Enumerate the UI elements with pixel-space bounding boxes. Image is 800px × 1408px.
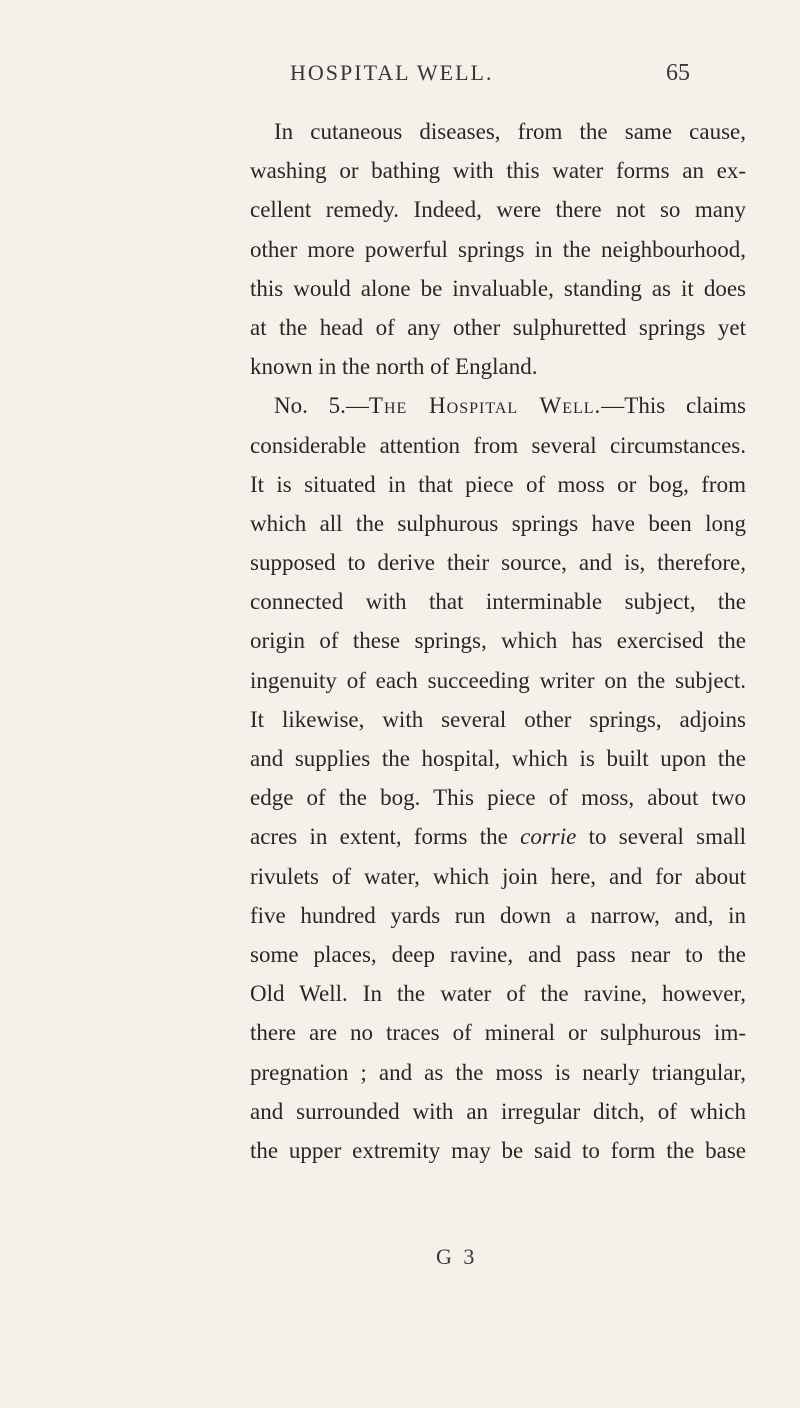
body-text	[250, 112, 746, 1170]
corrie-line	[250, 817, 746, 856]
text-line: washing or bathing with this water forms an ex-	[250, 158, 746, 184]
text-line: the upper extremity may be said to form the base	[250, 1137, 746, 1163]
section-number: No. 5.—	[274, 393, 369, 419]
section-title: The Hospital Well.	[368, 393, 602, 419]
corrie-line-end: to several small	[576, 824, 746, 850]
text-line: at the head of any other sulphuretted springs yet	[250, 314, 746, 340]
text-line: Old Well. In the water of the ravine, however,	[250, 981, 746, 1007]
section-heading-line	[250, 386, 746, 425]
section-heading-rest: —This claims	[601, 393, 746, 419]
corrie-term: corrie	[520, 824, 577, 850]
text-line: origin of these springs, which has exercised the	[250, 628, 746, 654]
text-line: other more powerful springs in the neighbourhood,	[250, 236, 746, 262]
running-title: HOSPITAL WELL.	[290, 60, 494, 85]
text-line: some places, deep ravine, and pass near to the	[250, 941, 746, 967]
signature-mark: G 3	[436, 1244, 478, 1269]
text-line: and supplies the hospital, which is built upon the	[250, 746, 746, 771]
text-line: In cutaneous diseases, from the same cause,	[274, 119, 746, 144]
text-line: connected with that interminable subject, the	[250, 589, 746, 615]
text-line: pregnation ; and as the moss is nearly triangular,	[250, 1059, 746, 1085]
text-line: rivulets of water, which join here, and for about	[250, 863, 746, 889]
text-line: It is situated in that piece of moss or bog, from	[250, 471, 746, 497]
text-line: known in the north of England.	[250, 354, 538, 380]
text-line: cellent remedy. Indeed, were there not so many	[250, 197, 746, 223]
text-line: supposed to derive their source, and is, therefore,	[250, 550, 746, 576]
text-line: there are no traces of mineral or sulphurous im-	[250, 1020, 746, 1046]
corrie-line-start: acres in extent, forms the	[250, 824, 521, 850]
text-line: ingenuity of each succeeding writer on the subject.	[250, 667, 746, 693]
text-line: this would alone be invaluable, standing as it does	[250, 275, 746, 301]
text-line: which all the sulphurous springs have been long	[250, 510, 746, 536]
text-line: edge of the bog. This piece of moss, about two	[250, 785, 746, 811]
text-line: It likewise, with several other springs, adjoins	[250, 706, 746, 732]
text-line: considerable attention from several circumstances.	[250, 432, 746, 458]
running-head	[290, 60, 690, 90]
text-line: five hundred yards run down a narrow, and, in	[250, 902, 746, 928]
text-line: and surrounded with an irregular ditch, of which	[250, 1098, 746, 1124]
page-number: 65	[666, 60, 690, 86]
